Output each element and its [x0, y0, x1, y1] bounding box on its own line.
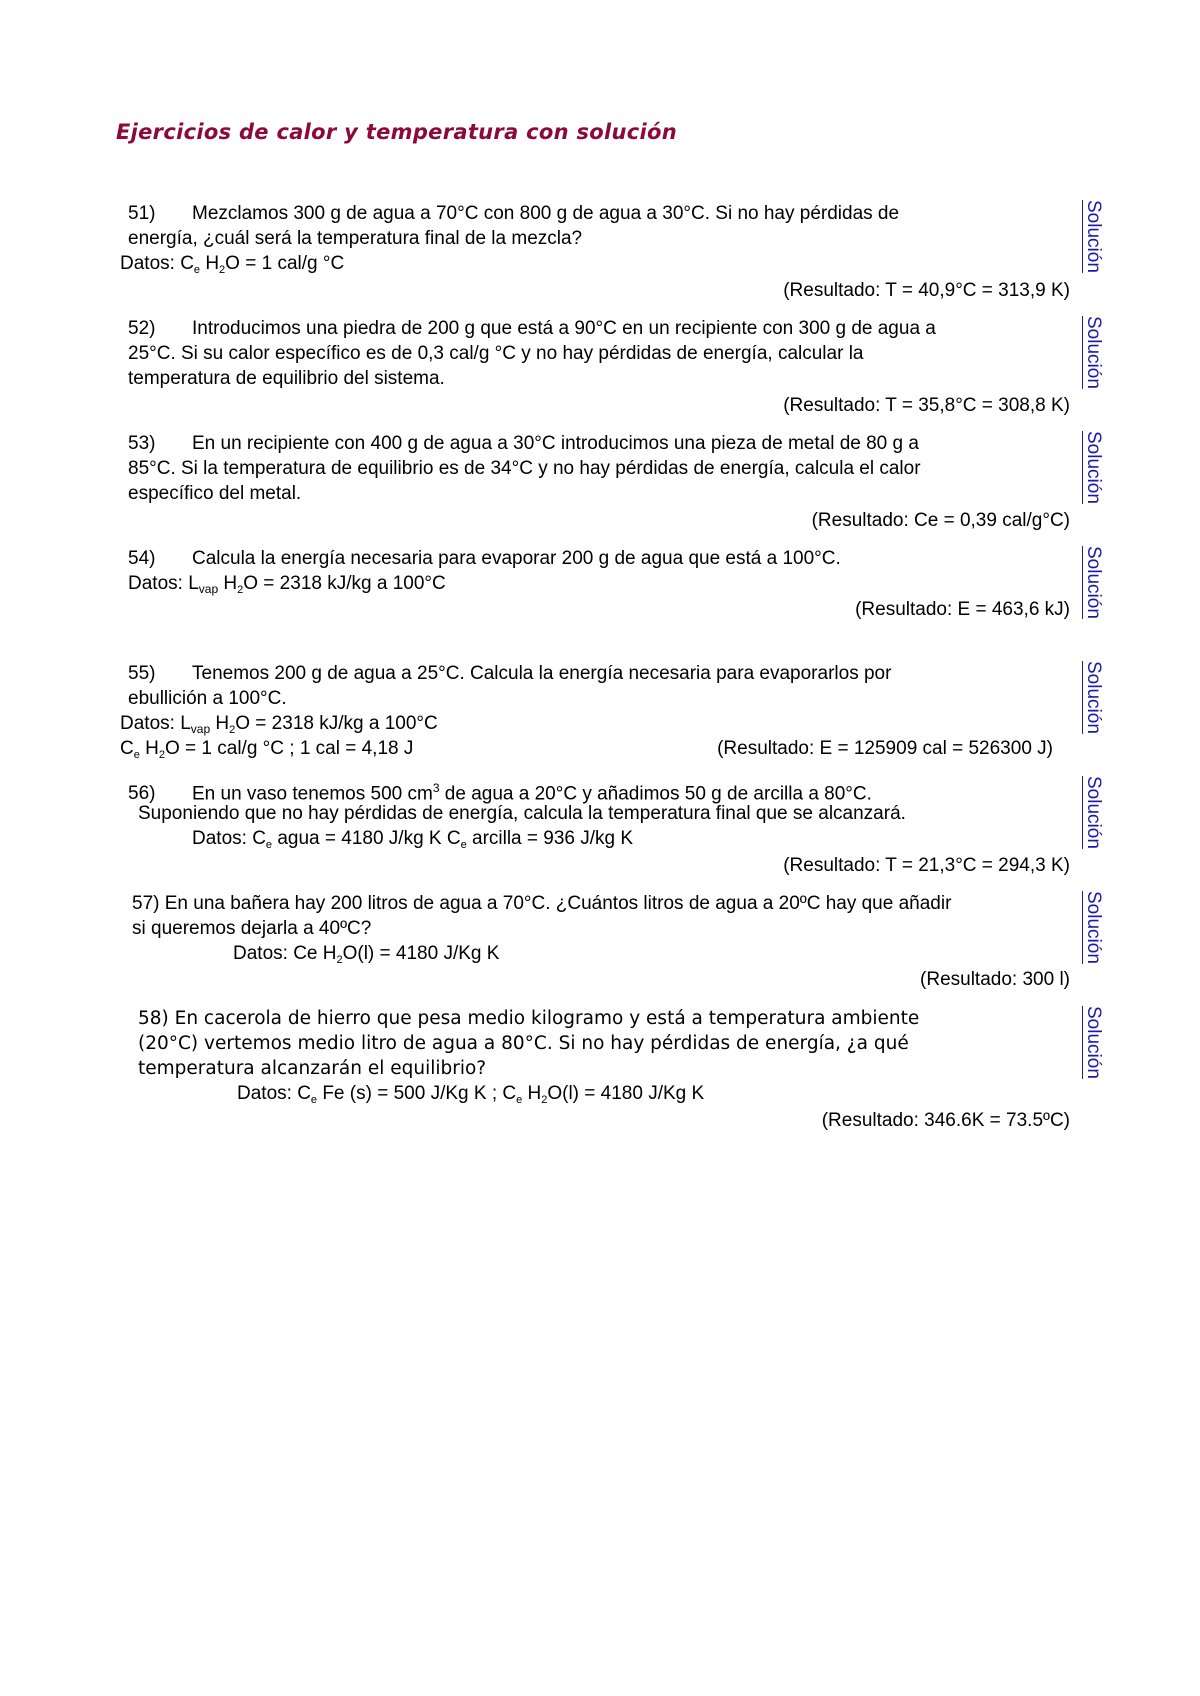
exercise-number: 56) — [128, 783, 156, 805]
exercise-data: Datos: $C_e$ agua = 4180 J/kg K $C_e$ arcilla = 936 J/kg K — [192, 828, 634, 851]
exercise-line — [128, 201, 899, 226]
exercise-result: (Resultado: 300 l) — [920, 969, 1070, 990]
exercise-line — [128, 431, 919, 456]
exercise-text: si queremos dejarla a 40ºC? — [132, 918, 372, 939]
exercise-number: 52) — [128, 318, 156, 339]
exercise-result: (Resultado: E = 125909 cal = 526300 J) — [717, 738, 1053, 759]
exercise-data: Datos: $L_{vap}$ $H_2O = 2318$ kJ/kg a 100°C — [128, 573, 446, 596]
exercise-number: 55) — [128, 663, 156, 684]
exercise-text: energía, ¿cuál será la temperatura final de la mezcla? — [128, 228, 583, 249]
exercise-data: Datos: $C_e$ Fe (s) = 500 J/Kg K ; $C_e$ $H_2O(l) = 4180$ J/Kg K — [237, 1083, 705, 1106]
exercise-text: En un recipiente con 400 g de agua a 30°C introducimos una pieza de metal de 80 g a — [192, 433, 919, 454]
exercise-result: (Resultado: T = 35,8°C = 308,8 K) — [783, 395, 1070, 416]
exercise-text: Introducimos una piedra de 200 g que está a 90°C en un recipiente con 300 g de agua a — [192, 318, 936, 339]
solution-link-58[interactable]: Solución — [1083, 1006, 1104, 1079]
exercise-number: 53) — [128, 433, 156, 454]
solution-link-53[interactable]: Solución — [1083, 431, 1104, 504]
exercise-line — [128, 316, 936, 341]
exercise-text: Suponiendo que no hay pérdidas de energía, calcula la temperatura final que se alcanzará. — [138, 803, 906, 824]
exercise-data: $C_e$ $H_2O = 1$ cal/g °C ; 1 cal = 4,18 J — [120, 738, 414, 761]
exercise-text: 85°C. Si la temperatura de equilibrio es de 34°C y no hay pérdidas de energía, calcula el calor — [128, 458, 921, 479]
exercise-data: Datos: $L_{vap}$ $H_2O = 2318$ kJ/kg a 100°C — [120, 713, 438, 736]
exercise-data: Datos: Ce $H_2O(l) = 4180$ J/Kg K — [233, 943, 500, 966]
exercise-number: 51) — [128, 203, 156, 224]
exercise-line — [128, 546, 841, 571]
solution-link-57[interactable]: Solución — [1083, 891, 1104, 964]
exercise-result: (Resultado: Ce = 0,39 cal/g°C) — [811, 510, 1070, 531]
exercise-text: 57) En una bañera hay 200 litros de agua a 70°C. ¿Cuántos litros de agua a 20ºC hay que añadir — [132, 893, 952, 914]
solution-link-54[interactable]: Solución — [1083, 546, 1104, 619]
exercise-text: Tenemos 200 g de agua a 25°C. Calcula la energía necesaria para evaporarlos por — [192, 663, 892, 684]
solution-link-55[interactable]: Solución — [1083, 661, 1104, 734]
exercise-text: ebullición a 100°C. — [128, 688, 287, 709]
solution-link-51[interactable]: Solución — [1083, 200, 1104, 273]
exercise-data: Datos: $C_e$ $H_2O = 1$ cal/g °C — [120, 253, 345, 276]
exercise-text: 58) En cacerola de hierro que pesa medio kilogramo y está a temperatura ambiente — [138, 1008, 920, 1029]
exercise-text: Mezclamos 300 g de agua a 70°C con 800 g de agua a 30°C. Si no hay pérdidas de — [192, 203, 900, 224]
exercise-text: (20°C) vertemos medio litro de agua a 80°C. Si no hay pérdidas de energía, ¿a qué — [138, 1033, 909, 1054]
exercise-line — [128, 661, 891, 686]
page-title: Ejercicios de calor y temperatura con solución — [116, 120, 677, 144]
exercise-text: específico del metal. — [128, 483, 302, 504]
exercise-result: (Resultado: E = 463,6 kJ) — [855, 599, 1070, 620]
exercise-text: Calcula la energía necesaria para evaporar 200 g de agua que está a 100°C. — [192, 548, 841, 569]
exercise-result: (Resultado: T = 40,9°C = 313,9 K) — [783, 280, 1070, 301]
exercise-result: (Resultado: T = 21,3°C = 294,3 K) — [783, 855, 1070, 876]
exercise-text: 25°C. Si su calor específico es de 0,3 cal/g °C y no hay pérdidas de energía, calcular la — [128, 343, 864, 364]
solution-link-52[interactable]: Solución — [1083, 316, 1104, 389]
exercise-text: temperatura de equilibrio del sistema. — [128, 368, 445, 389]
exercise-number: 54) — [128, 548, 156, 569]
solution-link-56[interactable]: Solución — [1083, 776, 1104, 849]
exercise-text: temperatura alcanzarán el equilibrio? — [138, 1058, 487, 1079]
exercise-line: 56) En un vaso tenemos 500 $cm^3$ de agua a 20°C y añadimos 50 g de arcilla a 80°C. — [128, 781, 872, 805]
exercise-result: (Resultado: 346.6K = 73.5ºC) — [821, 1110, 1070, 1131]
